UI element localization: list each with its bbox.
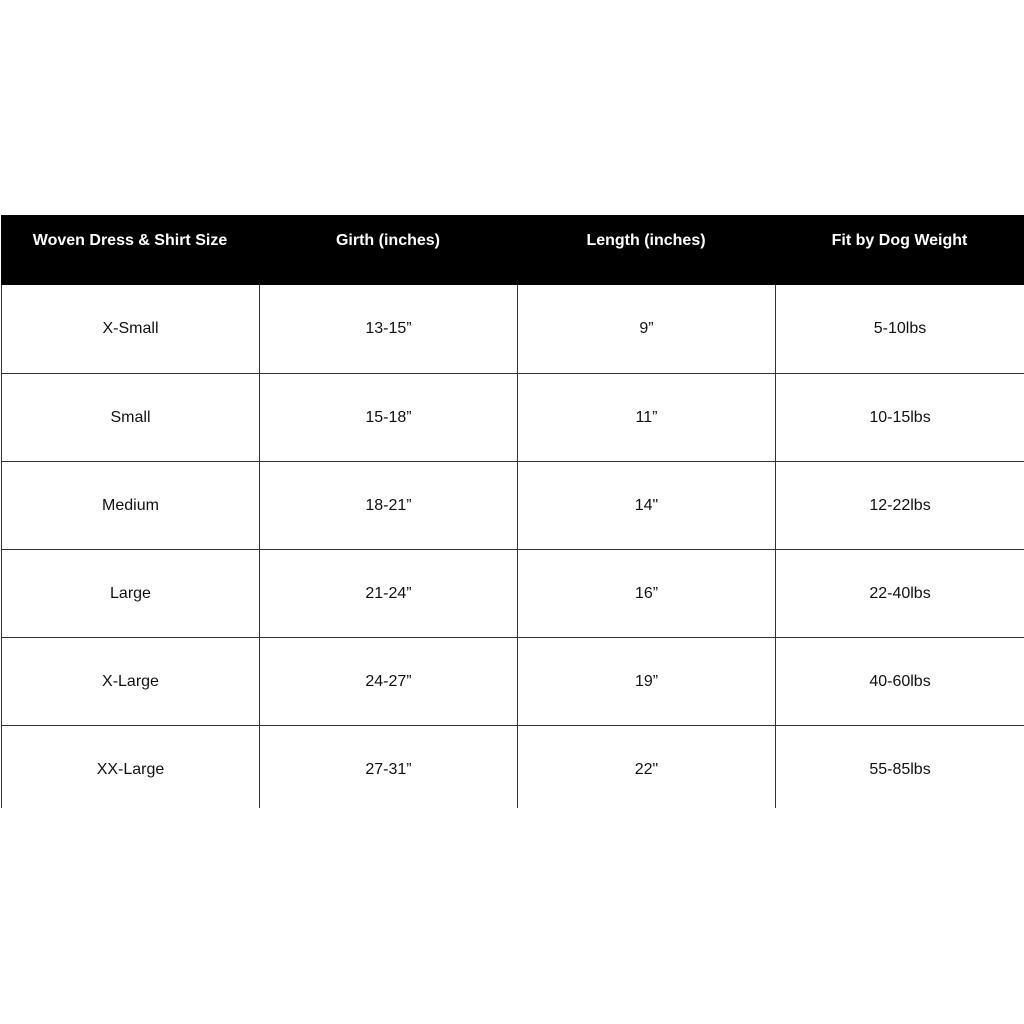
length-cell: 9” xyxy=(517,285,775,373)
table-row xyxy=(1,725,1024,808)
length-cell: 22" xyxy=(517,726,775,808)
size-chart-table xyxy=(1,215,1024,808)
size-cell: X-Large xyxy=(1,638,259,725)
size-cell: Large xyxy=(1,550,259,637)
size-cell: Medium xyxy=(1,462,259,549)
weight-cell: 40-60lbs xyxy=(775,638,1024,725)
girth-cell: 18-21” xyxy=(259,462,517,549)
length-cell: 19” xyxy=(517,638,775,725)
table-row xyxy=(1,637,1024,725)
length-cell: 11” xyxy=(517,374,775,461)
girth-cell: 13-15” xyxy=(259,285,517,373)
weight-cell: 5-10lbs xyxy=(775,285,1024,373)
length-cell: 16” xyxy=(517,550,775,637)
table-row xyxy=(1,549,1024,637)
size-cell: XX-Large xyxy=(1,726,259,808)
header-size: Woven Dress & Shirt Size xyxy=(32,232,228,249)
length-cell: 14" xyxy=(517,462,775,549)
header-girth: Girth (inches) xyxy=(335,232,440,249)
girth-cell: 15-18” xyxy=(259,374,517,461)
table-row xyxy=(1,285,1024,373)
table-header-row xyxy=(1,215,1024,285)
girth-cell: 24-27” xyxy=(259,638,517,725)
header-length: Length (inches) xyxy=(586,232,706,249)
table-row xyxy=(1,461,1024,549)
table-row xyxy=(1,373,1024,461)
weight-cell: 22-40lbs xyxy=(775,550,1024,637)
girth-cell: 21-24” xyxy=(259,550,517,637)
weight-cell: 10-15lbs xyxy=(775,374,1024,461)
weight-cell: 12-22lbs xyxy=(775,462,1024,549)
girth-cell: 27-31” xyxy=(259,726,517,808)
weight-cell: 55-85lbs xyxy=(775,726,1024,808)
header-weight: Fit by Dog Weight xyxy=(831,232,968,249)
size-cell: X-Small xyxy=(1,285,259,373)
table-body xyxy=(1,285,1024,808)
size-cell: Small xyxy=(1,374,259,461)
